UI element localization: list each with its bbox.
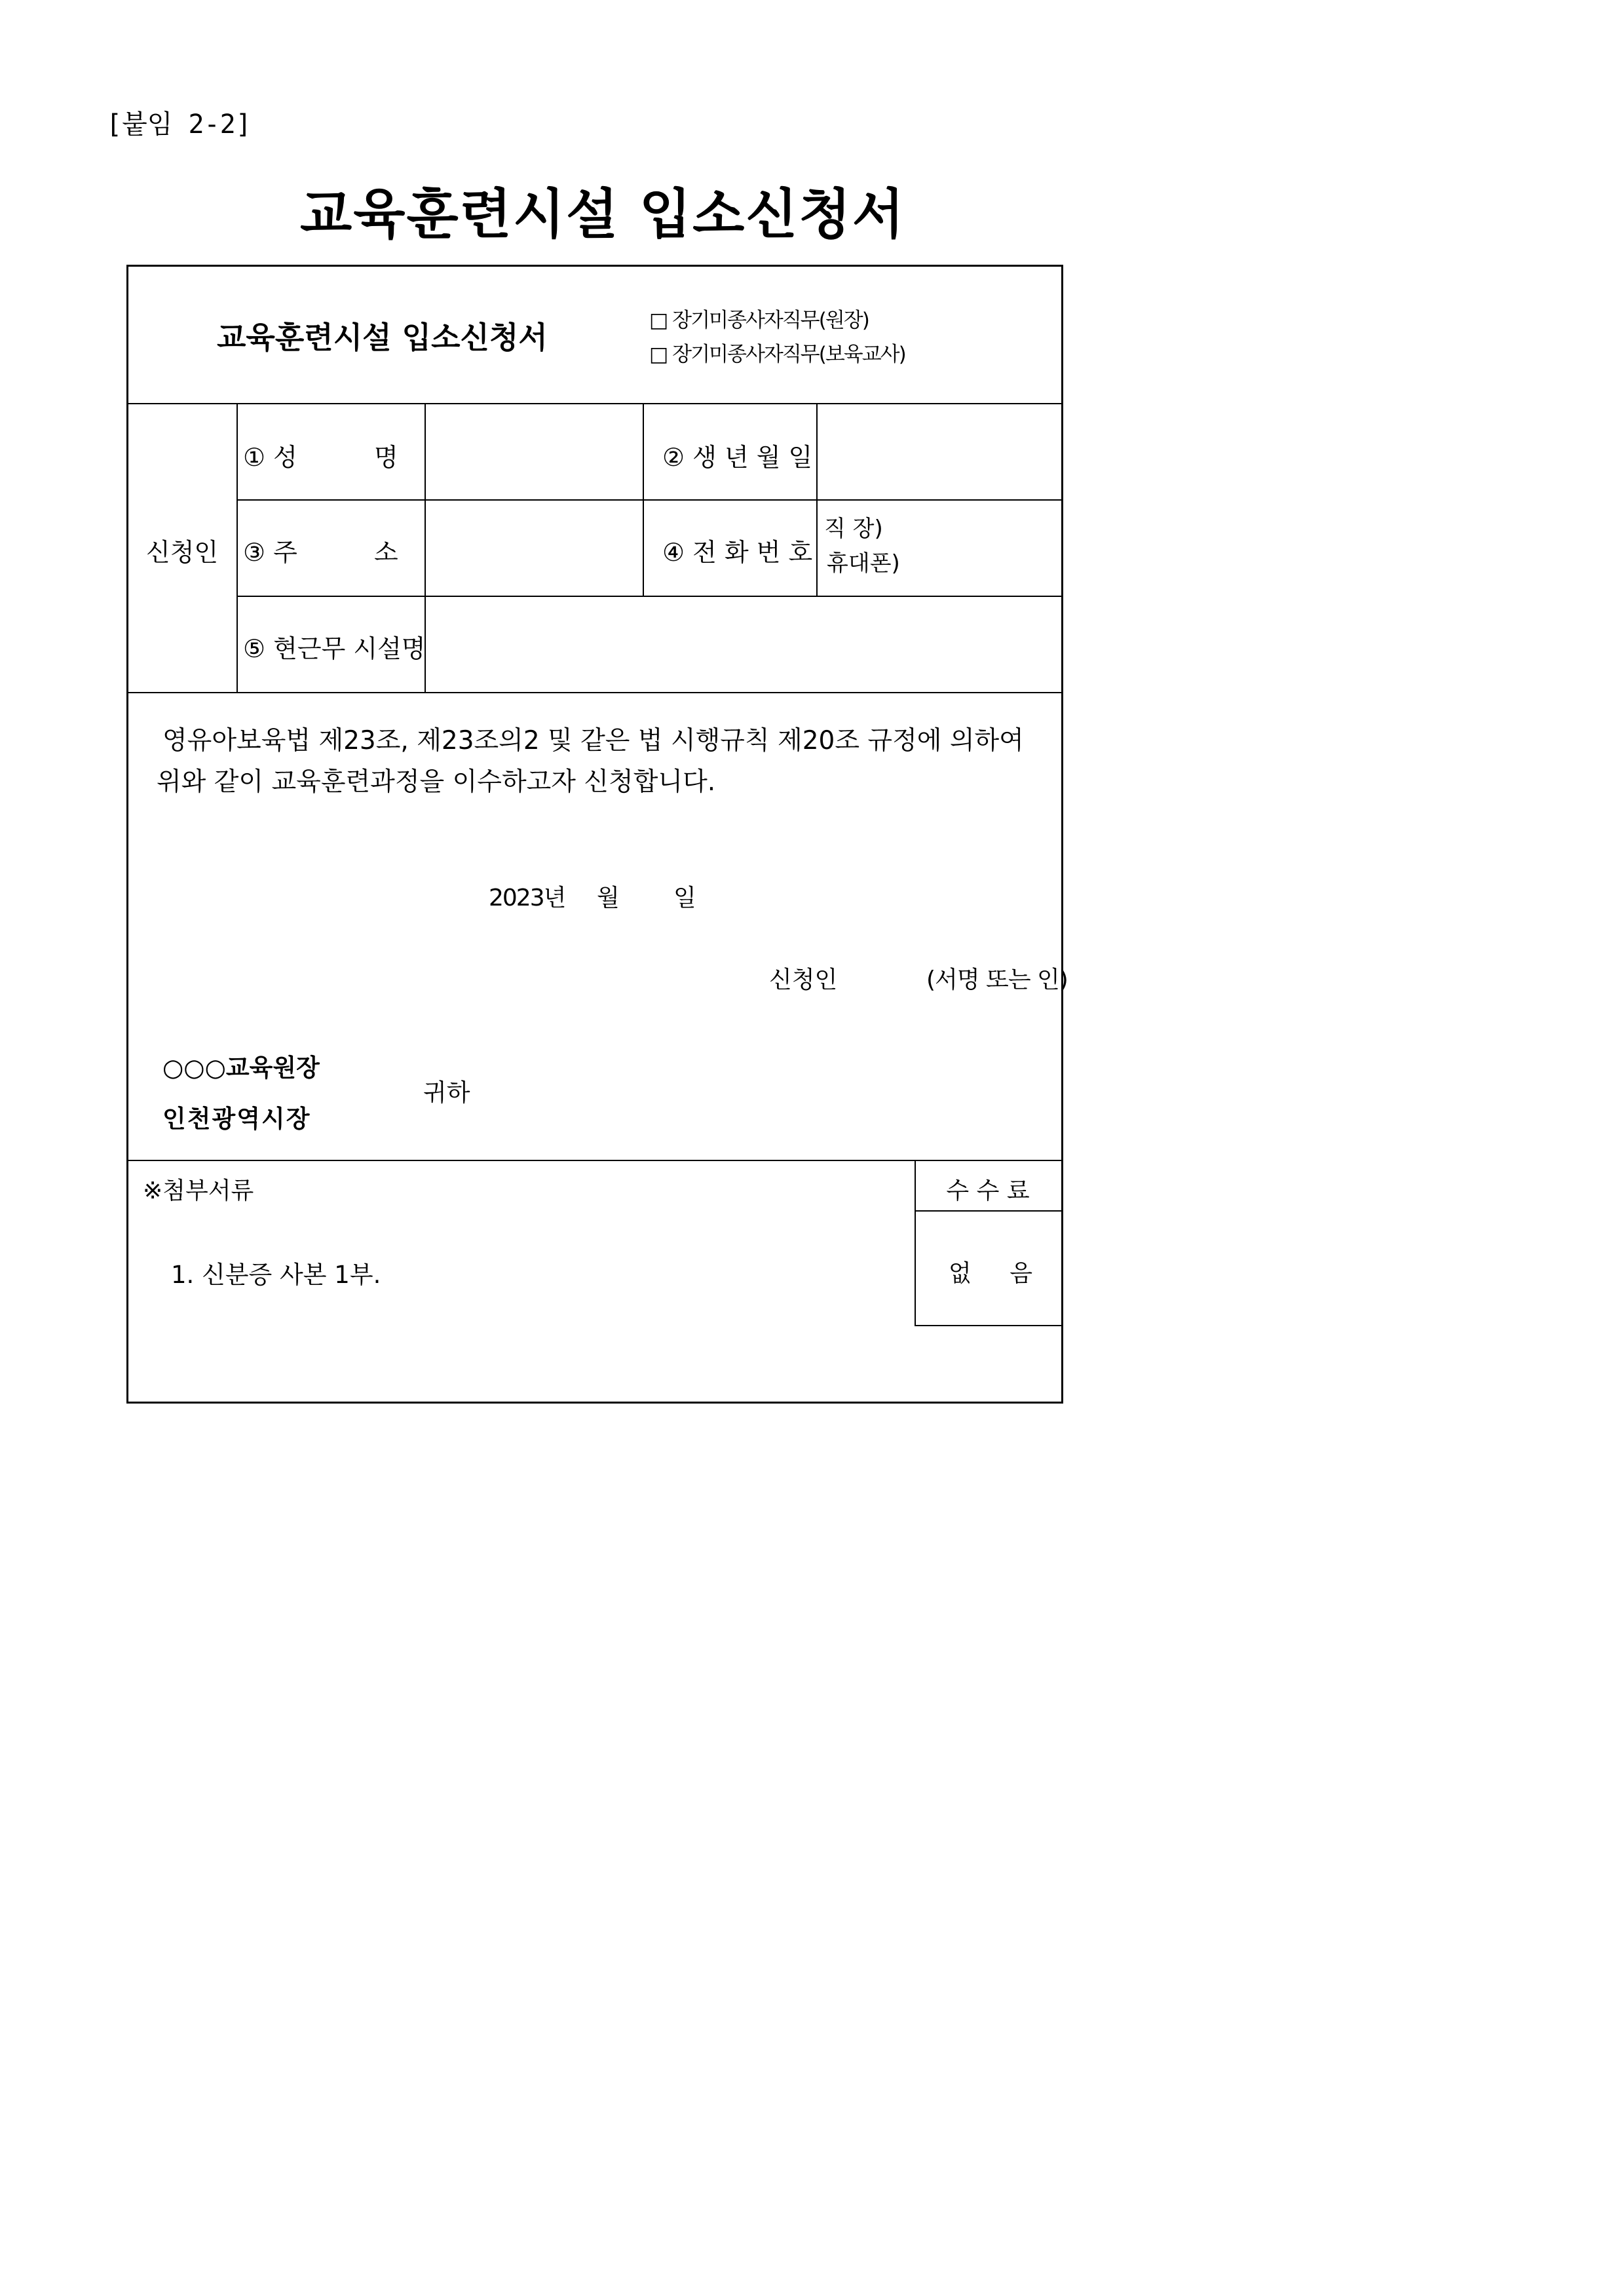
option-label: 장기미종사자직무(보육교사) — [672, 343, 905, 366]
signature-note: (서명 또는 인) — [926, 966, 1068, 993]
column-divider — [643, 403, 644, 596]
attachments-header: ※첨부서류 — [143, 1177, 254, 1204]
attachment-item-1: 1. 신분증 사본 1부. — [171, 1261, 381, 1289]
field-number: ③ — [243, 538, 266, 567]
form-title: 교육훈련시설 입소신청서 — [217, 320, 548, 355]
fee-value — [949, 1255, 1032, 1288]
statement-line-2: 위와 같이 교육훈련과정을 이수하고자 신청합니다. — [157, 767, 716, 797]
date-day: 일 — [673, 885, 696, 911]
column-divider — [816, 403, 818, 596]
checkbox-icon[interactable]: □ — [649, 309, 668, 332]
application-form — [126, 265, 1068, 1404]
label-part: 명 — [374, 443, 398, 472]
field-label-birth — [662, 437, 812, 473]
field-number: ⑤ — [243, 634, 266, 663]
option-teacher[interactable] — [649, 337, 905, 367]
fee-divider — [915, 1325, 1061, 1326]
attachment-label: [붙임 2-2] — [106, 109, 252, 140]
row-divider — [236, 596, 1061, 597]
field-label-name — [243, 437, 297, 473]
fee-part: 없 — [949, 1260, 972, 1287]
fee-divider — [915, 1210, 1061, 1212]
label-part: 소 — [374, 538, 398, 567]
label-part: 주 — [273, 538, 297, 567]
label-part: 생 년 월 일 — [692, 443, 813, 472]
recipient-1 — [162, 1048, 320, 1083]
label-part: 전 화 번 호 — [692, 538, 813, 567]
birth-input[interactable] — [821, 408, 1057, 495]
row-divider — [128, 692, 1061, 693]
column-divider — [236, 403, 238, 692]
field-number: ① — [243, 443, 266, 472]
signature-label: 신청인 — [769, 966, 838, 993]
field-label-address — [243, 532, 297, 568]
name-input[interactable] — [430, 408, 639, 495]
checkbox-icon[interactable]: □ — [649, 343, 668, 366]
label-part: 성 — [273, 443, 297, 472]
date-month: 월 — [597, 885, 620, 911]
field-number: ④ — [662, 538, 685, 567]
recipient-2: 인천광역시장 — [162, 1105, 311, 1133]
recipient-title: 교육원장 — [225, 1054, 320, 1082]
phone-work-label: 직 장) — [824, 516, 883, 542]
row-divider — [128, 403, 1061, 404]
field-label-workplace — [243, 628, 426, 664]
fee-header: 수 수 료 — [946, 1177, 1030, 1204]
label-part: 현근무 시설명 — [273, 634, 426, 663]
recipient-honorific: 귀하 — [423, 1079, 470, 1107]
date-year: 2023년 — [489, 885, 565, 911]
option-director[interactable] — [649, 303, 869, 333]
row-divider — [128, 1160, 1061, 1161]
option-label: 장기미종사자직무(원장) — [672, 309, 869, 332]
document-title: 교육훈련시설 입소신청서 — [300, 183, 905, 246]
row-divider — [236, 499, 1061, 501]
workplace-input[interactable] — [430, 600, 1057, 688]
statement-line-1: 영유아보육법 제23조, 제23조의2 및 같은 법 시행규칙 제20조 규정에 의하여 — [162, 726, 1024, 756]
field-number: ② — [662, 443, 685, 472]
field-label-phone — [662, 532, 812, 568]
applicant-section-label: 신청인 — [146, 538, 219, 567]
phone-mobile-label: 휴대폰) — [827, 550, 900, 577]
fee-part: 음 — [1010, 1260, 1032, 1287]
recipient-prefix: ○○○ — [162, 1054, 226, 1082]
address-input[interactable] — [430, 504, 639, 592]
